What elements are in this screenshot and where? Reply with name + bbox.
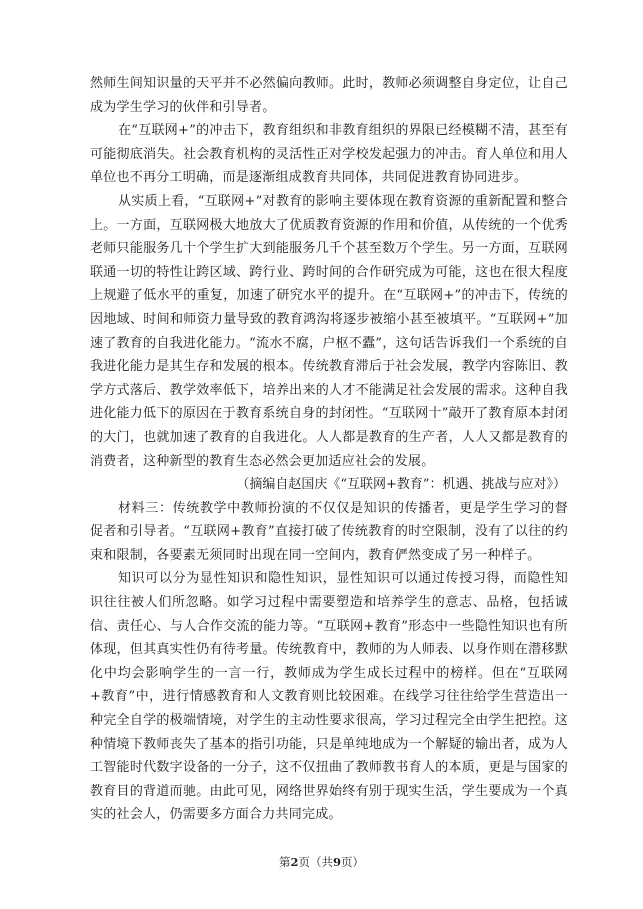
paragraph-material-three: 材料三：传统教学中教师扮演的不仅仅是知识的传播者，更是学生学习的督促者和引导者。“互联网+教育”直接打破了传统教育的时空限制，没有了以往的约束和限制，各要素无须同时出现在同一空间内，教育俨然变成了另一种样子。 bbox=[90, 500, 568, 563]
paragraph-5: 知识可以分为显性知识和隐性知识，显性知识可以通过传授习得，而隐性知识往往被人们所忽略。如学习过程中需要塑造和培养学生的意志、品格，包括诚信、责任心、与人合作交流的能力等。“互联网+教育”形态中一些隐性知识也有所体现，但其真实性仍有待考量。传统教育中，教师的为人师表、以身作则在潜移默化中均会影响学生的一言一行，教师成为学生成长过程中的榜样。但在“互联网+教育”中，进行情感教育和人文教育则比较困难。在线学习往往给学生营造出一种完全自学的极端情境，对学生的主动性要求很高，学习过程完全由学生把控。这种情境下教师丧失了基本的指引功能，只是单纯地成为一个解疑的输出者，成为人工智能时代数字设备的一分子，这不仅扭曲了教师教书育人的本质，更是与国家的教育目的背道而驰。由此可见，网络世界始终有别于现实生活，学生要成为一个真实的社会人，仍需要多方面合力共同完成。 bbox=[90, 571, 568, 823]
page-footer bbox=[0, 854, 643, 870]
document-body bbox=[90, 72, 568, 827]
footer-mid: 页（共 bbox=[298, 855, 333, 869]
paragraph-3: 从实质上看，“互联网+”对教育的影响主要体现在教育资源的重新配置和整合上。一方面，互联网极大地放大了优质教育资源的作用和价值，从传统的一个优秀老师只能服务几十个学生扩大到能服务几千个甚至数万个学生。另一方面，互联网联通一切的特性让跨区域、跨行业、跨时间的合作研究成为可能，这也在很大程度上规避了低水平的重复，加速了研究水平的提升。在“互联网+”的冲击下，传统的因地域、时间和师资力量导致的教育鸿沟将逐步被缩小甚至被填平。“互联网+”加速了教育的自我进化能力。“流水不腐，户枢不蠹”，这句话告诉我们一个系统的自我进化能力是其生存和发展的根本。传统教育滞后于社会发展，教学内容陈旧、教学方式落后、教学效率低下，培养出来的人才不能满足社会发展的需求。这种自我进化能力低下的原因在于教育系统自身的封闭性。“互联网十”敲开了教育原本封闭的大门，也就加速了教育的自我进化。人人都是教育的生产者，人人又都是教育的消费者，这种新型的教育生态必然会更加适应社会的发展。 bbox=[90, 193, 568, 469]
footer-suffix: 页） bbox=[341, 855, 365, 869]
footer-prefix: 第 bbox=[278, 855, 291, 869]
footer-total-pages: 9 bbox=[333, 855, 342, 869]
footer-page-number: 2 bbox=[290, 855, 299, 869]
source-citation: （摘编自赵国庆《“互联网+教育”：机遇、挑战与应对》） bbox=[236, 477, 566, 493]
paragraph-1: 然师生间知识量的天平并不必然偏向教师。此时，教师必须调整自身定位，让自己成为学生学习的伙伴和引导者。 bbox=[90, 76, 568, 115]
paragraph-2: 在“互联网+”的冲击下，教育组织和非教育组织的界限已经模糊不清，甚至有可能彻底消失。社会教育机构的灵活性正对学校发起强力的冲击。育人单位和用人单位也不再分工明确，而是逐渐组成教育共同体，共同促进教育协同进步。 bbox=[90, 123, 568, 186]
